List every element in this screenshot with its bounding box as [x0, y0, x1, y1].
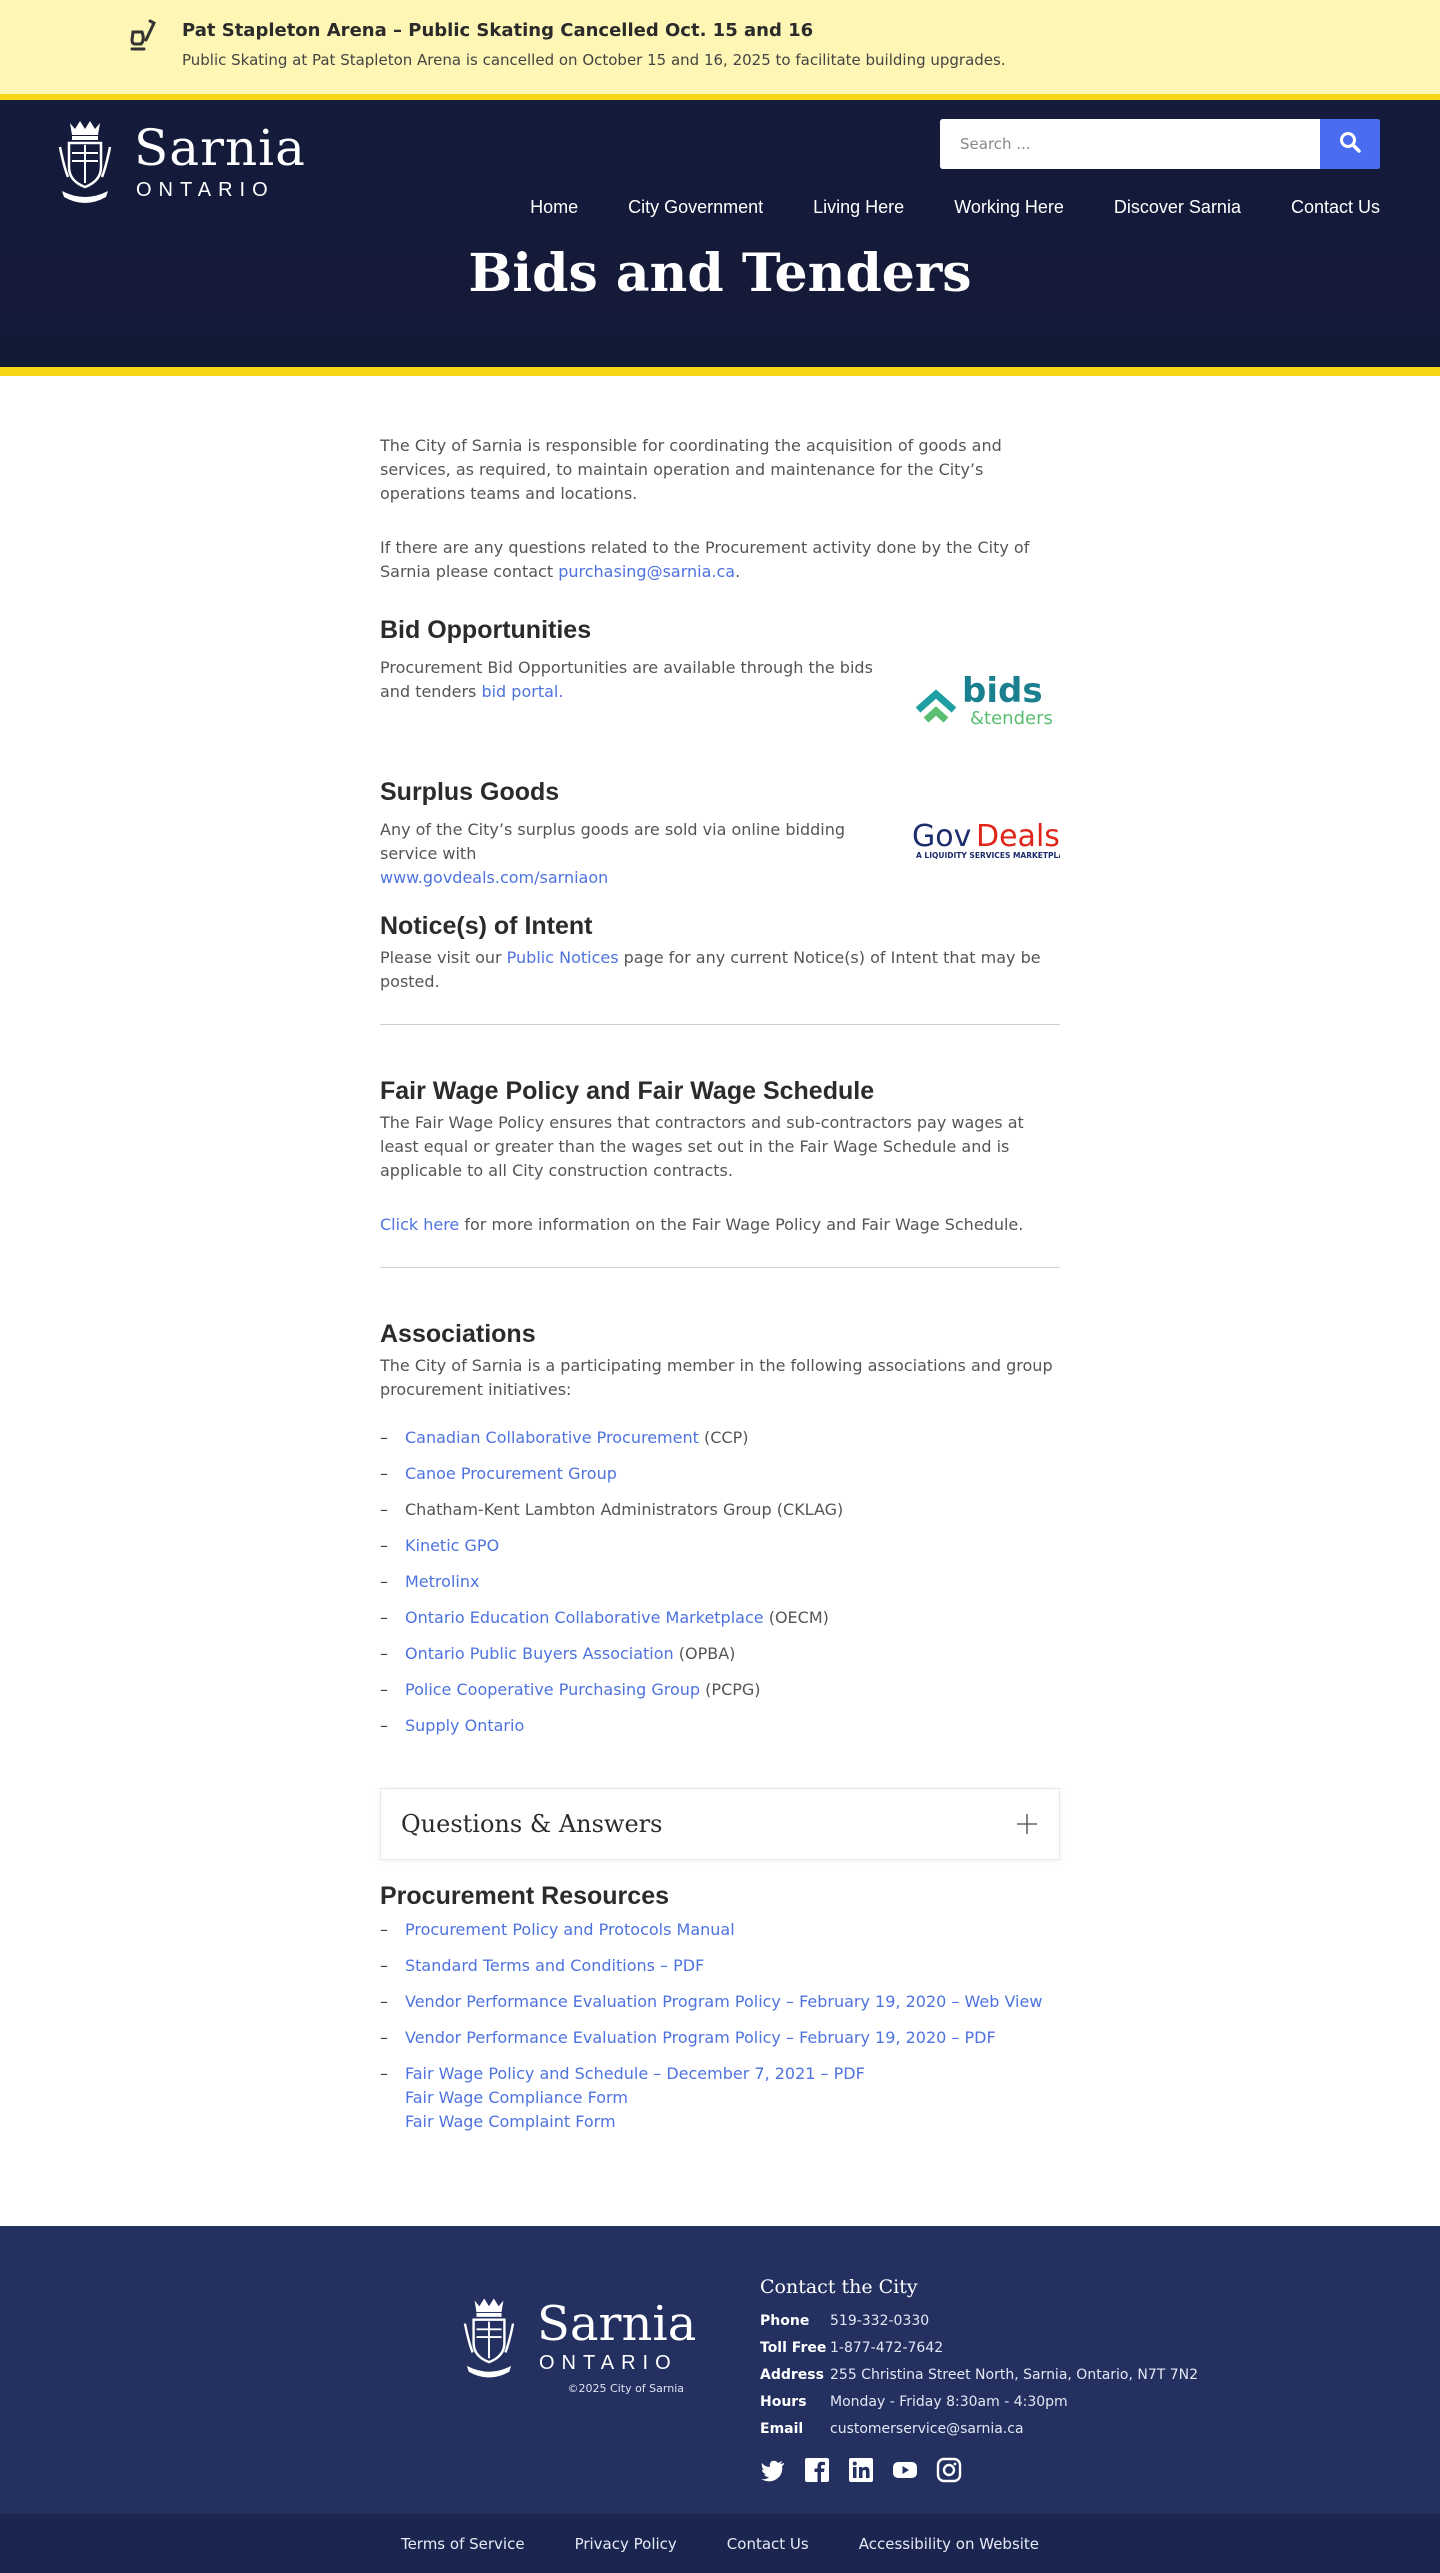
contact-toll-free: [760, 2335, 1198, 2362]
site-header: [0, 94, 1440, 376]
association-text: (OECM): [763, 1608, 829, 1627]
contact-label: Hours: [760, 2394, 807, 2410]
contact-phone: [760, 2308, 1198, 2335]
intro-paragraph: The City of Sarnia is responsible for coordinating the acquisition of goods and services, as required, to maintain operation and maintenance for the City’s operations teams and locations.: [380, 436, 1002, 503]
terms-of-service-link[interactable]: Terms of Service: [400, 2534, 525, 2553]
bid-text: Procurement Bid Opportunities are available through the bids and tenders: [380, 658, 873, 701]
bid-opportunities-heading: Bid Opportunities: [380, 616, 592, 644]
list-item: [380, 1570, 1060, 1594]
contact-value: 255 Christina Street North, Sarnia, Ontario, N7T 7N2: [830, 2367, 1199, 2383]
contact-block: [760, 2276, 1198, 2483]
privacy-policy-link[interactable]: Privacy Policy: [574, 2534, 677, 2553]
site-footer: [0, 2226, 1440, 2514]
resource-link[interactable]: Vendor Performance Evaluation Program Policy – February 19, 2020 – Web View: [405, 1992, 1043, 2011]
surplus-text: Any of the City’s surplus goods are sold via online bidding service with: [380, 820, 846, 863]
bid-portal-link[interactable]: bid portal.: [481, 682, 564, 701]
contact-value[interactable]: 1-877-472-7642: [830, 2340, 944, 2356]
contact-value: Monday - Friday 8:30am - 4:30pm: [830, 2394, 1068, 2410]
surplus-goods-text: [380, 818, 900, 890]
association-link[interactable]: Metrolinx: [405, 1572, 480, 1591]
public-notices-link[interactable]: Public Notices: [506, 948, 619, 967]
nav-working-here[interactable]: Working Here: [954, 197, 1064, 217]
sub-footer: [0, 2514, 1440, 2573]
associations-heading: Associations: [380, 1320, 536, 1348]
social-links: [760, 2457, 1198, 2483]
fair-wage-click-here-link[interactable]: Click here: [380, 1215, 460, 1234]
bid-opportunities-row: [380, 656, 1060, 736]
association-text: (PCPG): [700, 1680, 761, 1699]
footer-logo-sarnia: Sarnia: [537, 2296, 697, 2352]
contact-value[interactable]: 519-332-0330: [830, 2313, 930, 2329]
govdeals-deals: Deals: [976, 819, 1060, 854]
skate-icon: [128, 18, 162, 54]
copyright: ©2025 City of Sarnia: [567, 2382, 684, 2395]
contact-hours: [760, 2389, 1198, 2416]
qa-title: Questions & Answers: [401, 1810, 663, 1838]
association-link[interactable]: Police Cooperative Purchasing Group: [405, 1680, 701, 1699]
association-text: (OPBA): [673, 1644, 736, 1663]
nav-home[interactable]: Home: [530, 197, 579, 217]
association-text: (CCP): [698, 1428, 749, 1447]
nav-living-here[interactable]: Living Here: [813, 197, 905, 217]
govdeals-gov: Gov: [912, 819, 972, 854]
fair-wage-complaint-form-link[interactable]: Fair Wage Complaint Form: [405, 2112, 616, 2131]
nav-discover-sarnia[interactable]: Discover Sarnia: [1113, 197, 1241, 217]
linkedin-icon[interactable]: [848, 2457, 874, 2483]
twitter-icon[interactable]: [760, 2457, 786, 2483]
page-title: Bids and Tenders: [468, 243, 972, 304]
fair-wage-more: [380, 1213, 1060, 1237]
questions-answers-accordion[interactable]: [380, 1788, 1060, 1860]
list-item: [380, 1642, 1060, 1666]
youtube-icon[interactable]: [892, 2457, 918, 2483]
logo-sarnia-text: Sarnia: [134, 119, 306, 177]
bid-opportunities-text: [380, 656, 900, 704]
contact-address: [760, 2362, 1198, 2389]
list-item: [380, 1918, 1060, 1942]
contact-paragraph: [380, 536, 1060, 584]
list-item: [380, 1426, 1060, 1450]
contact-email: [760, 2416, 1198, 2443]
resources-list: [380, 1918, 1060, 2134]
fair-wage-paragraph: The Fair Wage Policy ensures that contractors and sub-contractors pay wages at least equal or greater than the wages set out in the Fair Wage Schedule and is applicable to all City construction contracts.: [380, 1113, 1024, 1180]
resource-link[interactable]: Vendor Performance Evaluation Program Policy – February 19, 2020 – PDF: [405, 2028, 996, 2047]
contact-text: If there are any questions related to the Procurement activity done by the City of Sarnia please contact: [380, 538, 1030, 581]
sarnia-logo[interactable]: [58, 119, 306, 209]
search-icon: [1339, 131, 1361, 157]
association-link[interactable]: Ontario Public Buyers Association: [405, 1644, 674, 1663]
coat-of-arms-icon: [463, 2296, 515, 2380]
fair-wage-heading: Fair Wage Policy and Fair Wage Schedule: [380, 1077, 875, 1105]
footer-contact-us-link[interactable]: Contact Us: [726, 2534, 809, 2553]
govdeals-logo[interactable]: [910, 818, 1060, 868]
divider: [380, 1267, 1060, 1268]
list-item: [380, 1462, 1060, 1486]
search-bar: [940, 119, 1380, 169]
search-button[interactable]: [1320, 119, 1380, 169]
association-text: Chatham-Kent Lambton Administrators Group (CKLAG): [405, 1500, 844, 1519]
notice-paragraph: [380, 946, 1060, 994]
list-item: [380, 1606, 1060, 1630]
resource-link[interactable]: Standard Terms and Conditions – PDF: [405, 1956, 705, 1975]
alert-title[interactable]: Pat Stapleton Arena – Public Skating Cancelled Oct. 15 and 16: [182, 20, 814, 41]
list-item: [380, 2062, 1060, 2134]
association-link[interactable]: Kinetic GPO: [405, 1536, 500, 1555]
footer-logo-ontario: ONTARIO: [539, 2352, 678, 2374]
list-item: [380, 1534, 1060, 1558]
resource-link[interactable]: Fair Wage Policy and Schedule – December 7, 2021 – PDF: [405, 2064, 865, 2083]
bids-logo-sub: &tenders: [970, 708, 1053, 729]
notice-of-intent-heading: Notice(s) of Intent: [380, 912, 593, 940]
fair-wage-compliance-form-link[interactable]: Fair Wage Compliance Form: [405, 2088, 628, 2107]
plus-icon[interactable]: [1015, 1812, 1039, 1836]
facebook-icon[interactable]: [804, 2457, 830, 2483]
contact-text-end: .: [735, 562, 741, 581]
notice-text-end: page for any current Notice(s) of Intent that may be posted.: [380, 948, 1041, 991]
association-link[interactable]: Canadian Collaborative Procurement: [405, 1428, 699, 1447]
surplus-goods-row: [380, 818, 1060, 890]
search-input[interactable]: [940, 119, 1320, 169]
association-link[interactable]: Canoe Procurement Group: [405, 1464, 617, 1483]
contact-label: Email: [760, 2421, 804, 2437]
purchasing-email-link[interactable]: purchasing@sarnia.ca: [558, 562, 736, 581]
contact-title: Contact the City: [760, 2276, 918, 2298]
footer-logo[interactable]: [463, 2296, 697, 2396]
logo-ontario-text: ONTARIO: [136, 179, 275, 201]
bids-logo-main: bids: [962, 671, 1043, 711]
govdeals-link[interactable]: www.govdeals.com/sarniaon: [380, 868, 609, 887]
main-nav: [530, 185, 1380, 230]
alert-body: Public Skating at Pat Stapleton Arena is cancelled on October 15 and 16, 2025 to facilitate building upgrades.: [182, 51, 1006, 69]
nav-contact-us[interactable]: Contact Us: [1290, 197, 1380, 217]
contact-label: Toll Free: [760, 2340, 827, 2356]
resource-link[interactable]: Procurement Policy and Protocols Manual: [405, 1920, 735, 1939]
associations-intro: The City of Sarnia is a participating member in the following associations and group procurement initiatives:: [380, 1356, 1053, 1399]
notice-text: Please visit our: [380, 948, 507, 967]
nav-city-government[interactable]: City Government: [628, 197, 764, 217]
contact-label: Phone: [760, 2313, 810, 2329]
accessibility-link[interactable]: Accessibility on Website: [858, 2534, 1040, 2553]
main-content: [380, 376, 1060, 2226]
list-item: [380, 1954, 1060, 1978]
surplus-goods-heading: Surplus Goods: [380, 778, 560, 806]
coat-of-arms-icon: [58, 119, 112, 205]
divider: [380, 1024, 1060, 1025]
list-item: [380, 1990, 1060, 2014]
govdeals-tagline: A LIQUIDITY SERVICES MARKETPLACE: [916, 851, 1060, 860]
fair-wage-more-text: for more information on the Fair Wage Policy and Fair Wage Schedule.: [459, 1215, 1024, 1234]
procurement-resources-heading: Procurement Resources: [380, 1882, 670, 1910]
list-item: [380, 1498, 1060, 1522]
list-item: [380, 2026, 1060, 2050]
list-item: [380, 1678, 1060, 1702]
association-link[interactable]: Supply Ontario: [405, 1716, 525, 1735]
associations-list: [380, 1426, 1060, 1738]
alert-banner: [0, 0, 1440, 94]
contact-label: Address: [760, 2367, 824, 2383]
bids-and-tenders-logo[interactable]: [910, 666, 1060, 736]
list-item: [380, 1714, 1060, 1738]
association-link[interactable]: Ontario Education Collaborative Marketplace: [405, 1608, 764, 1627]
instagram-icon[interactable]: [936, 2457, 962, 2483]
contact-value[interactable]: customerservice@sarnia.ca: [830, 2421, 1024, 2437]
